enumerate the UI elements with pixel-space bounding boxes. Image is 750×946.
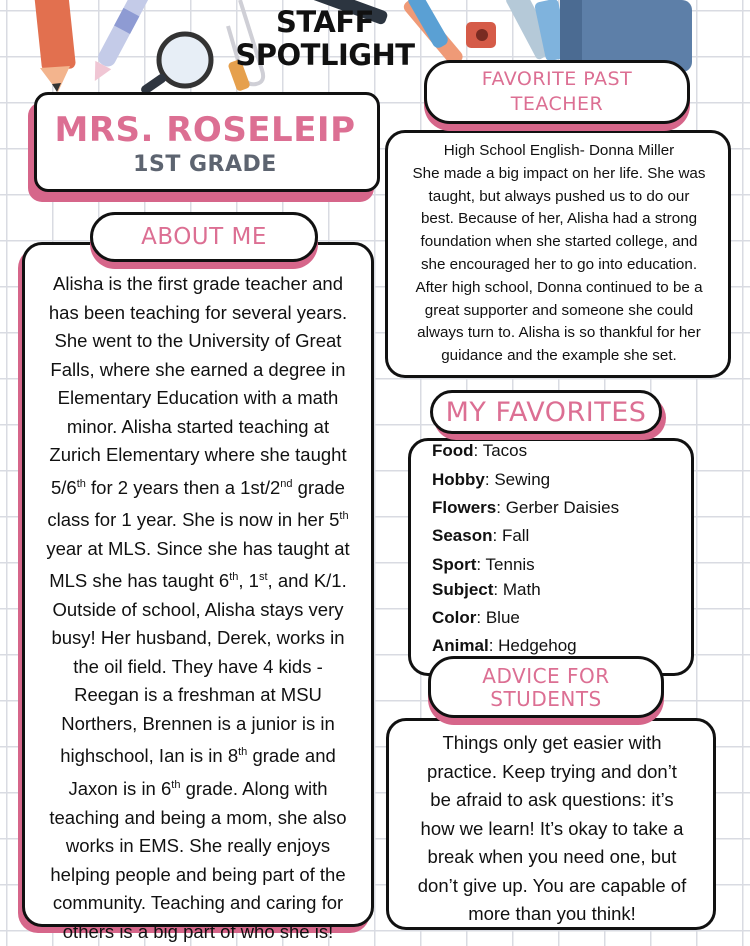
about-me-line [26, 653, 370, 682]
about-me-line [26, 441, 370, 470]
pen-icon [87, 0, 154, 85]
favorite-teacher-line: she encouraged her to go into education. [420, 255, 698, 273]
favorite-item [432, 636, 577, 656]
superscript: st [258, 571, 268, 584]
about-me-text [26, 270, 370, 946]
favorite-teacher-line: best. Because of her, Alisha had a strong [420, 210, 698, 228]
favorite-label: Flowers [432, 498, 497, 517]
my-favorites-heading: MY FAVORITES [445, 396, 647, 428]
favorite-separator: : [473, 441, 483, 460]
advice-line: practice. Keep trying and don’t [427, 760, 677, 782]
about-me-line [26, 596, 370, 625]
favorite-value: Gerber Daisies [505, 498, 620, 517]
favorite-teacher-text [392, 140, 726, 368]
advice-heading-line-1: ADVICE FOR [482, 664, 610, 688]
favorite-label: Sport [432, 555, 477, 574]
about-me-text-segment: MLS she has taught 6 [49, 570, 230, 592]
favorite-separator: : [476, 608, 486, 627]
favorite-teacher-heading-line-1: FAVORITE PAST [481, 68, 633, 90]
about-me-text-segment: Reegan is a freshman at MSU [74, 684, 322, 706]
about-me-text-segment: , 1 [238, 570, 259, 592]
favorite-teacher-line: foundation when she started college, and [420, 233, 698, 251]
superscript: th [171, 779, 181, 792]
about-me-text-segment: Northers, Brennen is a junior is in [61, 712, 335, 734]
about-me-text-segment: Alisha is the first grade teacher and [53, 273, 343, 294]
favorite-separator: : [492, 526, 502, 545]
favorite-label: Color [432, 608, 477, 627]
about-me-text-segment: Jaxon is in 6 [68, 778, 172, 800]
favorite-teacher-heading-line-2: TEACHER [510, 93, 604, 115]
favorite-separator: : [488, 636, 499, 655]
about-me-line [26, 535, 370, 564]
favorite-value: Blue [485, 608, 520, 627]
about-me-line [26, 710, 370, 739]
favorite-label: Season [432, 526, 493, 545]
favorite-teacher-heading-pill [424, 60, 690, 124]
magnifier-icon [140, 34, 211, 96]
favorite-item [432, 580, 541, 600]
teacher-grade: 1ST GRADE [133, 152, 277, 177]
about-me-text-segment: grade and [247, 745, 336, 767]
superscript: th [76, 477, 86, 490]
about-me-text-segment: the oil field. They have 4 kids - [73, 655, 323, 677]
about-me-text-segment: grade [292, 476, 345, 498]
about-me-text-segment: grade. Along with [180, 778, 328, 800]
advice-line: break when you need one, but [427, 846, 677, 867]
advice-line: don’t give up. You are capable of [417, 874, 687, 896]
favorite-separator: : [484, 470, 495, 489]
advice-heading-line-2: STUDENTS [490, 687, 602, 711]
advice-line: Things only get easier with [442, 732, 662, 753]
about-me-line [26, 832, 370, 861]
advice-line: how we learn! It’s okay to take a [420, 817, 684, 839]
about-me-text-segment: busy! Her husband, Derek, works in [51, 627, 345, 649]
about-me-line [26, 327, 370, 356]
advice-line: more than you think! [468, 903, 636, 924]
about-me-text-segment: Zurich Elementary where she taught [49, 444, 347, 465]
about-me-text-segment: community. Teaching and caring for [52, 892, 344, 914]
pencil-icon [34, 0, 76, 92]
about-me-line [26, 270, 370, 299]
about-me-text-segment: has been teaching for several years. [48, 301, 348, 323]
title-line-1: STAFF [276, 5, 374, 39]
favorite-value: Fall [501, 526, 530, 545]
favorite-teacher-line: She made a big impact on her life. She was [412, 164, 706, 182]
about-me-line [26, 356, 370, 385]
about-me-text-segment: teaching and being a mom, she also [49, 806, 347, 828]
favorite-value: Sewing [494, 470, 551, 489]
about-me-text-segment: for 2 years then a 1st/2 [85, 476, 281, 498]
favorite-item [432, 526, 529, 546]
favorite-teacher-line: great supporter and someone she could [424, 301, 694, 319]
about-me-text-segment: Falls, where she earned a degree in [50, 358, 346, 380]
favorite-label: Animal [432, 636, 489, 655]
teacher-name: MRS. ROSELEIP [54, 110, 356, 150]
about-me-text-segment: 5/6 [51, 476, 77, 498]
about-me-line [26, 624, 370, 653]
favorite-value: Tennis [485, 555, 535, 574]
advice-text [392, 729, 712, 929]
about-me-text-segment: works in EMS. She really enjoys [65, 835, 331, 857]
about-me-text-segment: Elementary Education with a math [57, 387, 339, 408]
about-me-line [26, 738, 370, 771]
about-me-line [26, 502, 370, 535]
about-me-text-segment: Outside of school, Alisha stays very [52, 598, 344, 620]
superscript: th [229, 571, 239, 584]
favorite-teacher-line: After high school, Donna continued to be a [415, 278, 703, 296]
about-me-text-segment: helping people and being part of the [50, 863, 346, 885]
favorite-teacher-line: High School English- Donna Miller [443, 142, 675, 159]
about-me-line [26, 889, 370, 918]
favorite-separator: : [476, 555, 486, 574]
favorite-value: Hedgehog [498, 636, 577, 655]
superscript: nd [280, 477, 293, 490]
about-me-text-segment: highschool, Ian is in 8 [60, 745, 239, 767]
about-me-line [26, 861, 370, 890]
about-me-text-segment: class for 1 year. She is now in her 5 [47, 509, 340, 531]
sharpener-icon [466, 22, 496, 48]
favorite-item [432, 555, 535, 575]
superscript: th [339, 510, 349, 523]
about-me-text-segment: others is a big part of who she is! [62, 920, 334, 942]
favorite-label: Food [432, 441, 474, 460]
my-favorites-heading-pill [430, 390, 662, 434]
about-me-heading: ABOUT ME [141, 224, 267, 250]
favorite-label: Hobby [432, 470, 485, 489]
favorite-item [432, 498, 619, 518]
favorite-value: Tacos [482, 441, 528, 460]
advice-line: be afraid to ask questions: it’s [430, 789, 674, 810]
staff-spotlight-title [230, 6, 420, 72]
favorite-separator: : [493, 580, 503, 599]
about-me-text-segment: She went to the University of Great [54, 330, 342, 351]
about-me-line [26, 470, 370, 503]
favorite-item [432, 608, 520, 628]
favorite-label: Subject [432, 580, 494, 599]
about-me-line [26, 299, 370, 328]
about-me-text-segment: , and K/1. [267, 570, 347, 592]
about-me-line [26, 804, 370, 833]
title-line-2: SPOTLIGHT [235, 38, 415, 72]
about-me-text-segment: minor. Alisha started teaching at [66, 415, 330, 437]
about-me-line [26, 918, 370, 946]
advice-heading-pill [428, 656, 664, 718]
about-me-line [26, 413, 370, 442]
about-me-text-segment: year at MLS. Since she has taught at [46, 537, 350, 559]
favorite-teacher-line: always turn to. Alisha is so thankful for her [417, 324, 701, 342]
favorite-teacher-line: taught, but always pushed us to do our [428, 187, 690, 205]
about-me-heading-pill [90, 212, 318, 262]
favorite-separator: : [496, 498, 506, 517]
favorite-value: Math [502, 580, 541, 599]
about-me-line [26, 384, 370, 413]
superscript: th [238, 746, 248, 759]
favorite-item [432, 441, 527, 461]
about-me-line [26, 563, 370, 596]
favorite-item [432, 470, 550, 490]
favorite-teacher-line: guidance and the example she set. [441, 347, 677, 365]
about-me-line [26, 771, 370, 804]
about-me-line [26, 681, 370, 710]
